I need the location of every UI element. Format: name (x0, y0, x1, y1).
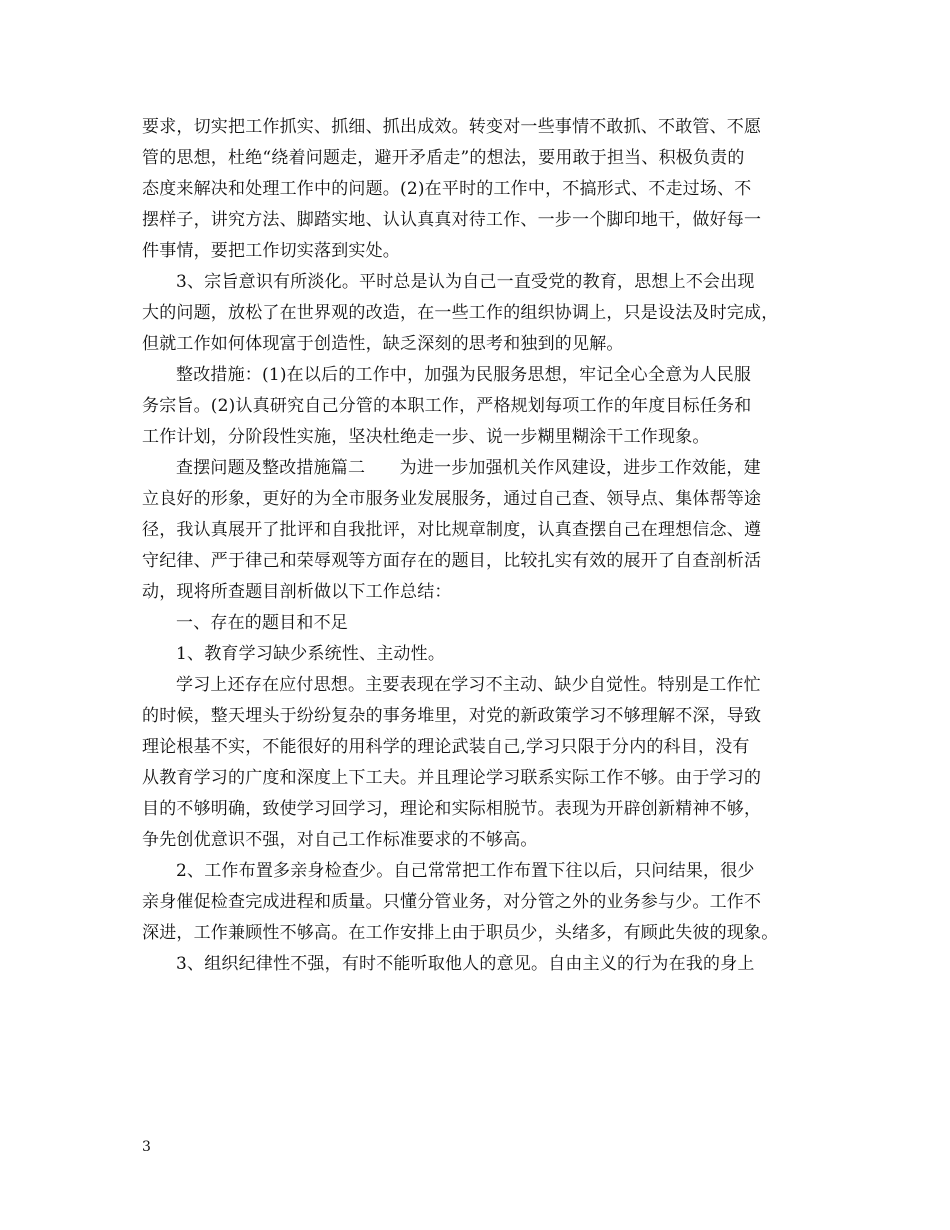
text-line: 动，现将所查题目剖析做以下工作总结： (142, 582, 452, 602)
text-line: 但就工作如何体现富于创造性，缺乏深刻的思考和独到的见解。 (142, 334, 624, 354)
text-line: 目的不够明确，致使学习回学习，理论和实际相脱节。表现为开辟创新精神不够， (142, 799, 762, 819)
text-line: 一、存在的题目和不足 (176, 613, 348, 633)
text-line: 2、工作布置多亲身检查少。自己常常把工作布置下往以后，只问结果，很少 (176, 861, 755, 881)
text-line: 查摆问题及整改措施篇二 为进一步加强机关作风建设，进步工作效能，建 (176, 458, 761, 478)
text-line: 学习上还存在应付思想。主要表现在学习不主动、缺少自觉性。特别是工作忙 (176, 675, 761, 695)
text-line: 深进，工作兼顾性不够高。在工作安排上由于职员少，头绪多，有顾此失彼的现象。 (142, 923, 779, 943)
text-line: 立良好的形象，更好的为全市服务业发展服务，通过自己查、领导点、集体帮等途 (142, 489, 762, 509)
text-line: 理论根基不实，不能很好的用科学的理论武装自己,学习只限于分内的科目，没有 (142, 737, 750, 757)
text-line: 件事情，要把工作切实落到实处。 (142, 241, 400, 261)
text-line: 争先创优意识不强，对自己工作标准要求的不够高。 (142, 830, 538, 850)
text-line: 务宗旨。(2)认真研究自己分管的本职工作，严格规划每项工作的年度目标任务和 (142, 396, 752, 416)
document-body (142, 112, 808, 980)
text-line: 整改措施：(1)在以后的工作中，加强为民服务思想，牢记全心全意为人民服 (176, 365, 752, 385)
text-line: 管的思想，杜绝“绕着问题走，避开矛盾走”的想法，要用敢于担当、积极负责的 (142, 148, 745, 168)
text-line: 3、宗旨意识有所淡化。平时总是认为自己一直受党的教育，思想上不会出现 (176, 272, 755, 292)
text-line: 态度来解决和处理工作中的问题。(2)在平时的工作中，不搞形式、不走过场、不 (142, 179, 752, 199)
text-line: 大的问题，放松了在世界观的改造，在一些工作的组织协调上，只是设法及时完成， (142, 303, 779, 323)
text-line: 亲身催促检查完成进程和质量。只懂分管业务，对分管之外的业务参与少。工作不 (142, 892, 762, 912)
page-number: 3 (142, 1139, 151, 1155)
text-line: 要求，切实把工作抓实、抓细、抓出成效。转变对一些事情不敢抓、不敢管、不愿 (142, 117, 762, 137)
text-line: 守纪律、严于律己和荣辱观等方面存在的题目，比较扎实有效的展开了自查剖析活 (142, 551, 762, 571)
text-line: 摆样子，讲究方法、脚踏实地、认认真真对待工作、一步一个脚印地干，做好每一 (142, 210, 762, 230)
text-line: 从教育学习的广度和深度上下工夫。并且理论学习联系实际工作不够。由于学习的 (142, 768, 762, 788)
text-line: 的时候，整天埋头于纷纷复杂的事务堆里，对党的新政策学习不够理解不深，导致 (142, 706, 762, 726)
text-line: 3、组织纪律性不强，有时不能听取他人的意见。自由主义的行为在我的身上 (176, 954, 755, 974)
text-line: 1、教育学习缺少系统性、主动性。 (176, 644, 446, 664)
text-line: 径，我认真展开了批评和自我批评，对比规章制度，认真查摆自己在理想信念、遵 (142, 520, 762, 540)
text-line: 工作计划，分阶段性实施，坚决杜绝走一步、说一步糊里糊涂干工作现象。 (142, 427, 710, 447)
